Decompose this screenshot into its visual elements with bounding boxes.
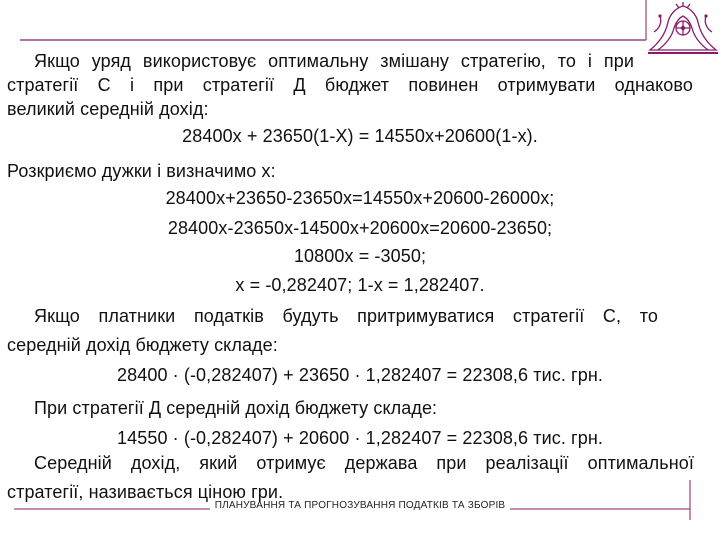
text-line-15: Середній дохід, який отримує держава при реалізації оптимальної <box>34 453 694 473</box>
equation-income-d: 14550 · (-0,282407) + 20600 · 1,282407 = 22308,6 тис. грн. <box>117 428 603 448</box>
equation-result: х = -0,282407; 1-х = 1,282407. <box>235 275 485 295</box>
text-line-16: стратегії, називається ціною гри. <box>7 482 284 502</box>
text-line-10: Якщо платники податків будуть притримуватися стратегії С, то <box>34 306 658 326</box>
footer-caption: ПЛАНУВАННЯ ТА ПРОГНОЗУВАННЯ ПОДАТКІВ ТА ЗБОРІВ <box>214 500 506 511</box>
text-line-1: Якщо уряд використовує оптимальну змішану стратегію, то і при <box>34 51 634 71</box>
crest-logo-icon <box>646 2 720 54</box>
text-line-3: великий середній дохід: <box>7 99 209 119</box>
equation-main: 28400х + 23650(1-Х) = 14550х+20600(1-х). <box>182 126 538 146</box>
equation-step-3: 10800х = -3050; <box>293 246 427 266</box>
text-line-5: Розкриємо дужки і визначимо х: <box>7 161 276 181</box>
text-line-13: При стратегії Д середній дохід бюджету складе: <box>34 398 438 418</box>
equation-income-c: 28400 · (-0,282407) + 23650 · 1,282407 = 22308,6 тис. грн. <box>117 365 603 385</box>
equation-step-2: 28400х-23650х-14500х+20600х=20600-23650; <box>167 218 553 238</box>
text-line-2: стратегії С і при стратегії Д бюджет повинен отримувати однаково <box>7 75 693 95</box>
text-line-11: середній дохід бюджету складе: <box>7 335 278 355</box>
equation-step-1: 28400х+23650-23650х=14550х+20600-26000х; <box>165 188 555 208</box>
